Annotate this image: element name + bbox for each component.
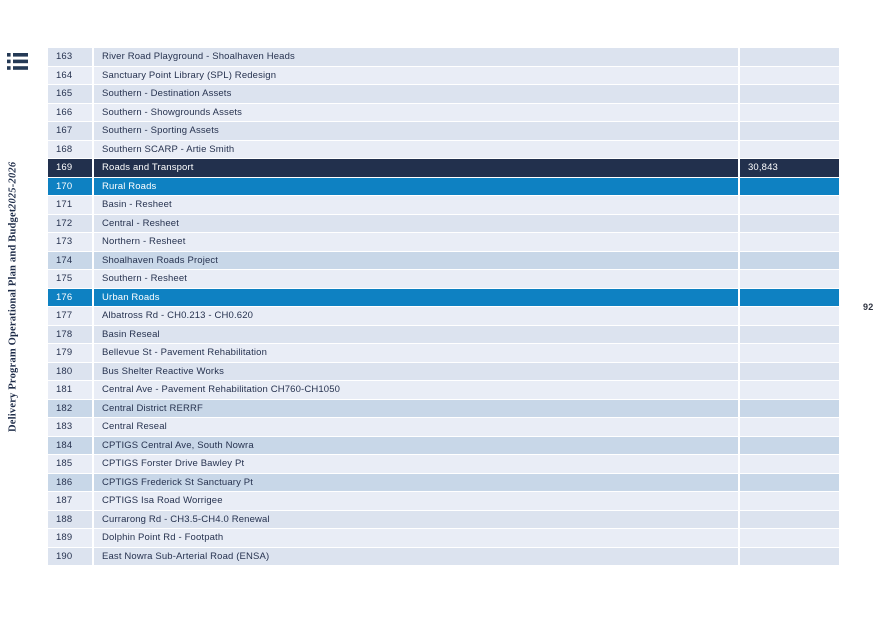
row-value-cell xyxy=(740,215,839,233)
table-row xyxy=(48,270,839,288)
row-number-cell: 175 xyxy=(48,270,92,288)
row-label-cell: Rural Roads xyxy=(94,178,738,196)
sidebar-vertical-title xyxy=(4,161,22,433)
row-value-cell xyxy=(740,529,839,547)
row-label-cell: Sanctuary Point Library (SPL) Redesign xyxy=(94,67,738,85)
row-label-cell: Central District RERRF xyxy=(94,400,738,418)
row-label-cell: Central - Resheet xyxy=(94,215,738,233)
row-label-cell: Dolphin Point Rd - Footpath xyxy=(94,529,738,547)
row-value-cell xyxy=(740,400,839,418)
row-value-cell xyxy=(740,289,839,307)
table-row xyxy=(48,548,839,566)
row-label-cell: CPTIGS Isa Road Worrigee xyxy=(94,492,738,510)
table-row xyxy=(48,159,839,177)
table-row xyxy=(48,418,839,436)
table-row xyxy=(48,455,839,473)
row-value-cell xyxy=(740,85,839,103)
row-value-cell xyxy=(740,270,839,288)
row-number-cell: 172 xyxy=(48,215,92,233)
row-value-cell xyxy=(740,67,839,85)
table-row xyxy=(48,104,839,122)
row-label-cell: Bellevue St - Pavement Rehabilitation xyxy=(94,344,738,362)
row-number-cell: 164 xyxy=(48,67,92,85)
row-number-cell: 190 xyxy=(48,548,92,566)
row-label-cell: Urban Roads xyxy=(94,289,738,307)
row-label-cell: Northern - Resheet xyxy=(94,233,738,251)
budget-table xyxy=(48,48,839,566)
table-row xyxy=(48,344,839,362)
row-number-cell: 177 xyxy=(48,307,92,325)
row-number-cell: 174 xyxy=(48,252,92,270)
row-value-cell: 30,843 xyxy=(740,159,839,177)
row-label-cell: Roads and Transport xyxy=(94,159,738,177)
table-row xyxy=(48,363,839,381)
table-row xyxy=(48,492,839,510)
table-row xyxy=(48,400,839,418)
row-label-cell: Southern - Resheet xyxy=(94,270,738,288)
table-row xyxy=(48,67,839,85)
row-value-cell xyxy=(740,48,839,66)
row-label-cell: Currarong Rd - CH3.5-CH4.0 Renewal xyxy=(94,511,738,529)
list-icon[interactable] xyxy=(7,52,28,71)
row-value-cell xyxy=(740,455,839,473)
row-label-cell: Southern - Sporting Assets xyxy=(94,122,738,140)
row-value-cell xyxy=(740,344,839,362)
row-value-cell xyxy=(740,307,839,325)
page-number: 92 xyxy=(863,302,874,312)
row-number-cell: 183 xyxy=(48,418,92,436)
row-label-cell: Albatross Rd - CH0.213 - CH0.620 xyxy=(94,307,738,325)
row-label-cell: East Nowra Sub-Arterial Road (ENSA) xyxy=(94,548,738,566)
row-label-cell: Basin - Resheet xyxy=(94,196,738,214)
row-label-cell: Shoalhaven Roads Project xyxy=(94,252,738,270)
table-row xyxy=(48,437,839,455)
row-number-cell: 170 xyxy=(48,178,92,196)
table-row xyxy=(48,85,839,103)
row-label-cell: CPTIGS Frederick St Sanctuary Pt xyxy=(94,474,738,492)
table-row xyxy=(48,474,839,492)
row-value-cell xyxy=(740,437,839,455)
table-row xyxy=(48,511,839,529)
row-value-cell xyxy=(740,122,839,140)
row-number-cell: 185 xyxy=(48,455,92,473)
row-number-cell: 167 xyxy=(48,122,92,140)
table-row xyxy=(48,178,839,196)
row-value-cell xyxy=(740,326,839,344)
table-row xyxy=(48,381,839,399)
row-label-cell: Southern - Destination Assets xyxy=(94,85,738,103)
table-row xyxy=(48,215,839,233)
row-number-cell: 187 xyxy=(48,492,92,510)
row-number-cell: 176 xyxy=(48,289,92,307)
row-value-cell xyxy=(740,233,839,251)
row-label-cell: Southern SCARP - Artie Smith xyxy=(94,141,738,159)
table-row xyxy=(48,196,839,214)
table-row xyxy=(48,326,839,344)
row-number-cell: 188 xyxy=(48,511,92,529)
row-number-cell: 189 xyxy=(48,529,92,547)
table-row xyxy=(48,529,839,547)
row-number-cell: 186 xyxy=(48,474,92,492)
row-number-cell: 181 xyxy=(48,381,92,399)
row-number-cell: 182 xyxy=(48,400,92,418)
row-value-cell xyxy=(740,363,839,381)
sidebar-title-years: 2025-2026 xyxy=(7,161,19,209)
row-label-cell: CPTIGS Forster Drive Bawley Pt xyxy=(94,455,738,473)
row-label-cell: CPTIGS Central Ave, South Nowra xyxy=(94,437,738,455)
row-label-cell: Southern - Showgrounds Assets xyxy=(94,104,738,122)
row-label-cell: Bus Shelter Reactive Works xyxy=(94,363,738,381)
row-value-cell xyxy=(740,548,839,566)
row-value-cell xyxy=(740,474,839,492)
row-label-cell: Central Ave - Pavement Rehabilitation CH760-CH1050 xyxy=(94,381,738,399)
row-number-cell: 163 xyxy=(48,48,92,66)
row-value-cell xyxy=(740,196,839,214)
row-number-cell: 184 xyxy=(48,437,92,455)
table-row xyxy=(48,48,839,66)
table-row xyxy=(48,307,839,325)
table-row xyxy=(48,233,839,251)
row-value-cell xyxy=(740,418,839,436)
row-number-cell: 173 xyxy=(48,233,92,251)
row-label-cell: Central Reseal xyxy=(94,418,738,436)
row-value-cell xyxy=(740,511,839,529)
row-number-cell: 166 xyxy=(48,104,92,122)
row-value-cell xyxy=(740,381,839,399)
row-label-cell: River Road Playground - Shoalhaven Heads xyxy=(94,48,738,66)
row-value-cell xyxy=(740,252,839,270)
row-number-cell: 179 xyxy=(48,344,92,362)
table-row xyxy=(48,289,839,307)
row-value-cell xyxy=(740,492,839,510)
row-value-cell xyxy=(740,178,839,196)
sidebar-title-text: Delivery Program Operational Plan and Budget xyxy=(7,208,19,433)
table-row xyxy=(48,122,839,140)
row-label-cell: Basin Reseal xyxy=(94,326,738,344)
row-number-cell: 165 xyxy=(48,85,92,103)
row-value-cell xyxy=(740,141,839,159)
row-value-cell xyxy=(740,104,839,122)
row-number-cell: 168 xyxy=(48,141,92,159)
row-number-cell: 178 xyxy=(48,326,92,344)
table-row xyxy=(48,252,839,270)
table-row xyxy=(48,141,839,159)
row-number-cell: 169 xyxy=(48,159,92,177)
row-number-cell: 171 xyxy=(48,196,92,214)
row-number-cell: 180 xyxy=(48,363,92,381)
